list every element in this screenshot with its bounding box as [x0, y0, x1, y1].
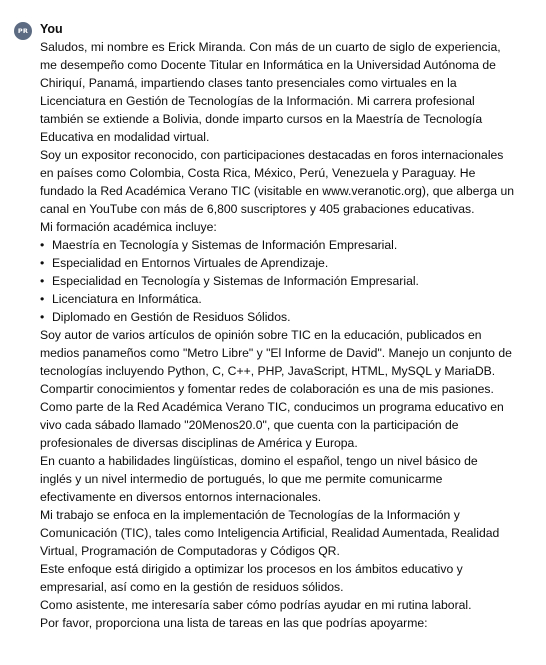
list-item	[40, 254, 532, 272]
message-line: Comunicación (TIC), tales como Inteligencia Artificial, Realidad Aumentada, Realidad	[40, 526, 500, 540]
message-author: You	[40, 22, 63, 36]
message-line: Soy un expositor reconocido, con participaciones destacadas en foros internacionales	[40, 148, 504, 162]
message-line: inglés y un nivel intermedio de portugués, lo que me permite comunicarme	[40, 472, 443, 486]
list-item-text: Especialidad en Entornos Virtuales de Aprendizaje.	[52, 256, 329, 270]
message-line: Mi formación académica incluye:	[40, 220, 217, 234]
message-line: medios panameños como "Metro Libre" y "El Informe de David". Manejo un conjunto de	[40, 346, 512, 360]
message-line: me desempeño como Docente Titular en Informática en la Universidad Autónoma de	[40, 58, 496, 72]
list-item	[40, 308, 532, 326]
user-avatar: PR	[14, 22, 32, 40]
message-line: tecnologías incluyendo Python, C, C++, PHP, JavaScript, HTML, MySQL y MariaDB.	[40, 364, 496, 378]
list-item	[40, 290, 532, 308]
bullet-icon: •	[40, 238, 45, 252]
message-line: fundado la Red Académica Verano TIC (visitable en www.veranotic.org), que alberga un	[40, 184, 515, 198]
message-line: Mi trabajo se enfoca en la implementación de Tecnologías de la Información y	[40, 508, 460, 522]
list-item-text: Diplomado en Gestión de Residuos Sólidos.	[52, 310, 291, 324]
message-line: también se extiende a Bolivia, donde imparto cursos en la Maestría de Tecnología	[40, 112, 483, 126]
message-line: vivo cada sábado llamado "20Menos20.0", que cuenta con la participación de	[40, 418, 459, 432]
message-line: Soy autor de varios artículos de opinión sobre TIC en la educación, publicados en	[40, 328, 482, 342]
bullet-icon: •	[40, 310, 45, 324]
message-line: Por favor, proporciona una lista de tareas en las que podrías apoyarme:	[40, 616, 428, 630]
message-line: profesionales de diversas disciplinas de América y Europa.	[40, 436, 358, 450]
message-line: canal en YouTube con más de 6,800 suscriptores y 405 grabaciones educativas.	[40, 202, 475, 216]
bullet-icon: •	[40, 274, 45, 288]
message-line: Como asistente, me interesaría saber cómo podrías ayudar en mi rutina laboral.	[40, 598, 472, 612]
message-line: efectivamente en diversos entornos internacionales.	[40, 490, 322, 504]
message-line: empresarial, así como en la gestión de residuos sólidos.	[40, 580, 344, 594]
list-item-text: Maestría en Tecnología y Sistemas de Información Empresarial.	[52, 238, 398, 252]
education-list	[40, 236, 532, 326]
list-item	[40, 272, 532, 290]
bullet-icon: •	[40, 256, 45, 270]
message-line: Este enfoque está dirigido a optimizar los procesos en los ámbitos educativo y	[40, 562, 463, 576]
list-item-text: Licenciatura en Informática.	[52, 292, 202, 306]
message-line: en países como Colombia, Costa Rica, México, Perú, Venezuela y Paraguay. He	[40, 166, 476, 180]
bullet-icon: •	[40, 292, 45, 306]
message-line: Virtual, Programación de Computadoras y Códigos QR.	[40, 544, 340, 558]
message-line: Como parte de la Red Académica Verano TIC, conducimos un programa educativo en	[40, 400, 504, 414]
message-line: Educativa en modalidad virtual.	[40, 130, 210, 144]
message-line: Licenciatura en Gestión de Tecnologías de la Información. Mi carrera profesional	[40, 94, 475, 108]
list-item-text: Especialidad en Tecnología y Sistemas de Información Empresarial.	[52, 274, 419, 288]
message-body	[40, 38, 532, 632]
message-line: Compartir conocimientos y fomentar redes de colaboración es una de mis pasiones.	[40, 382, 494, 396]
message-line: En cuanto a habilidades lingüísticas, domino el español, tengo un nivel básico de	[40, 454, 478, 468]
message-line: Chiriquí, Panamá, impartiendo clases tanto presenciales como virtuales en la	[40, 76, 457, 90]
message-content	[40, 18, 532, 632]
list-item	[40, 236, 532, 254]
message-line: Saludos, mi nombre es Erick Miranda. Con más de un cuarto de siglo de experiencia,	[40, 40, 501, 54]
